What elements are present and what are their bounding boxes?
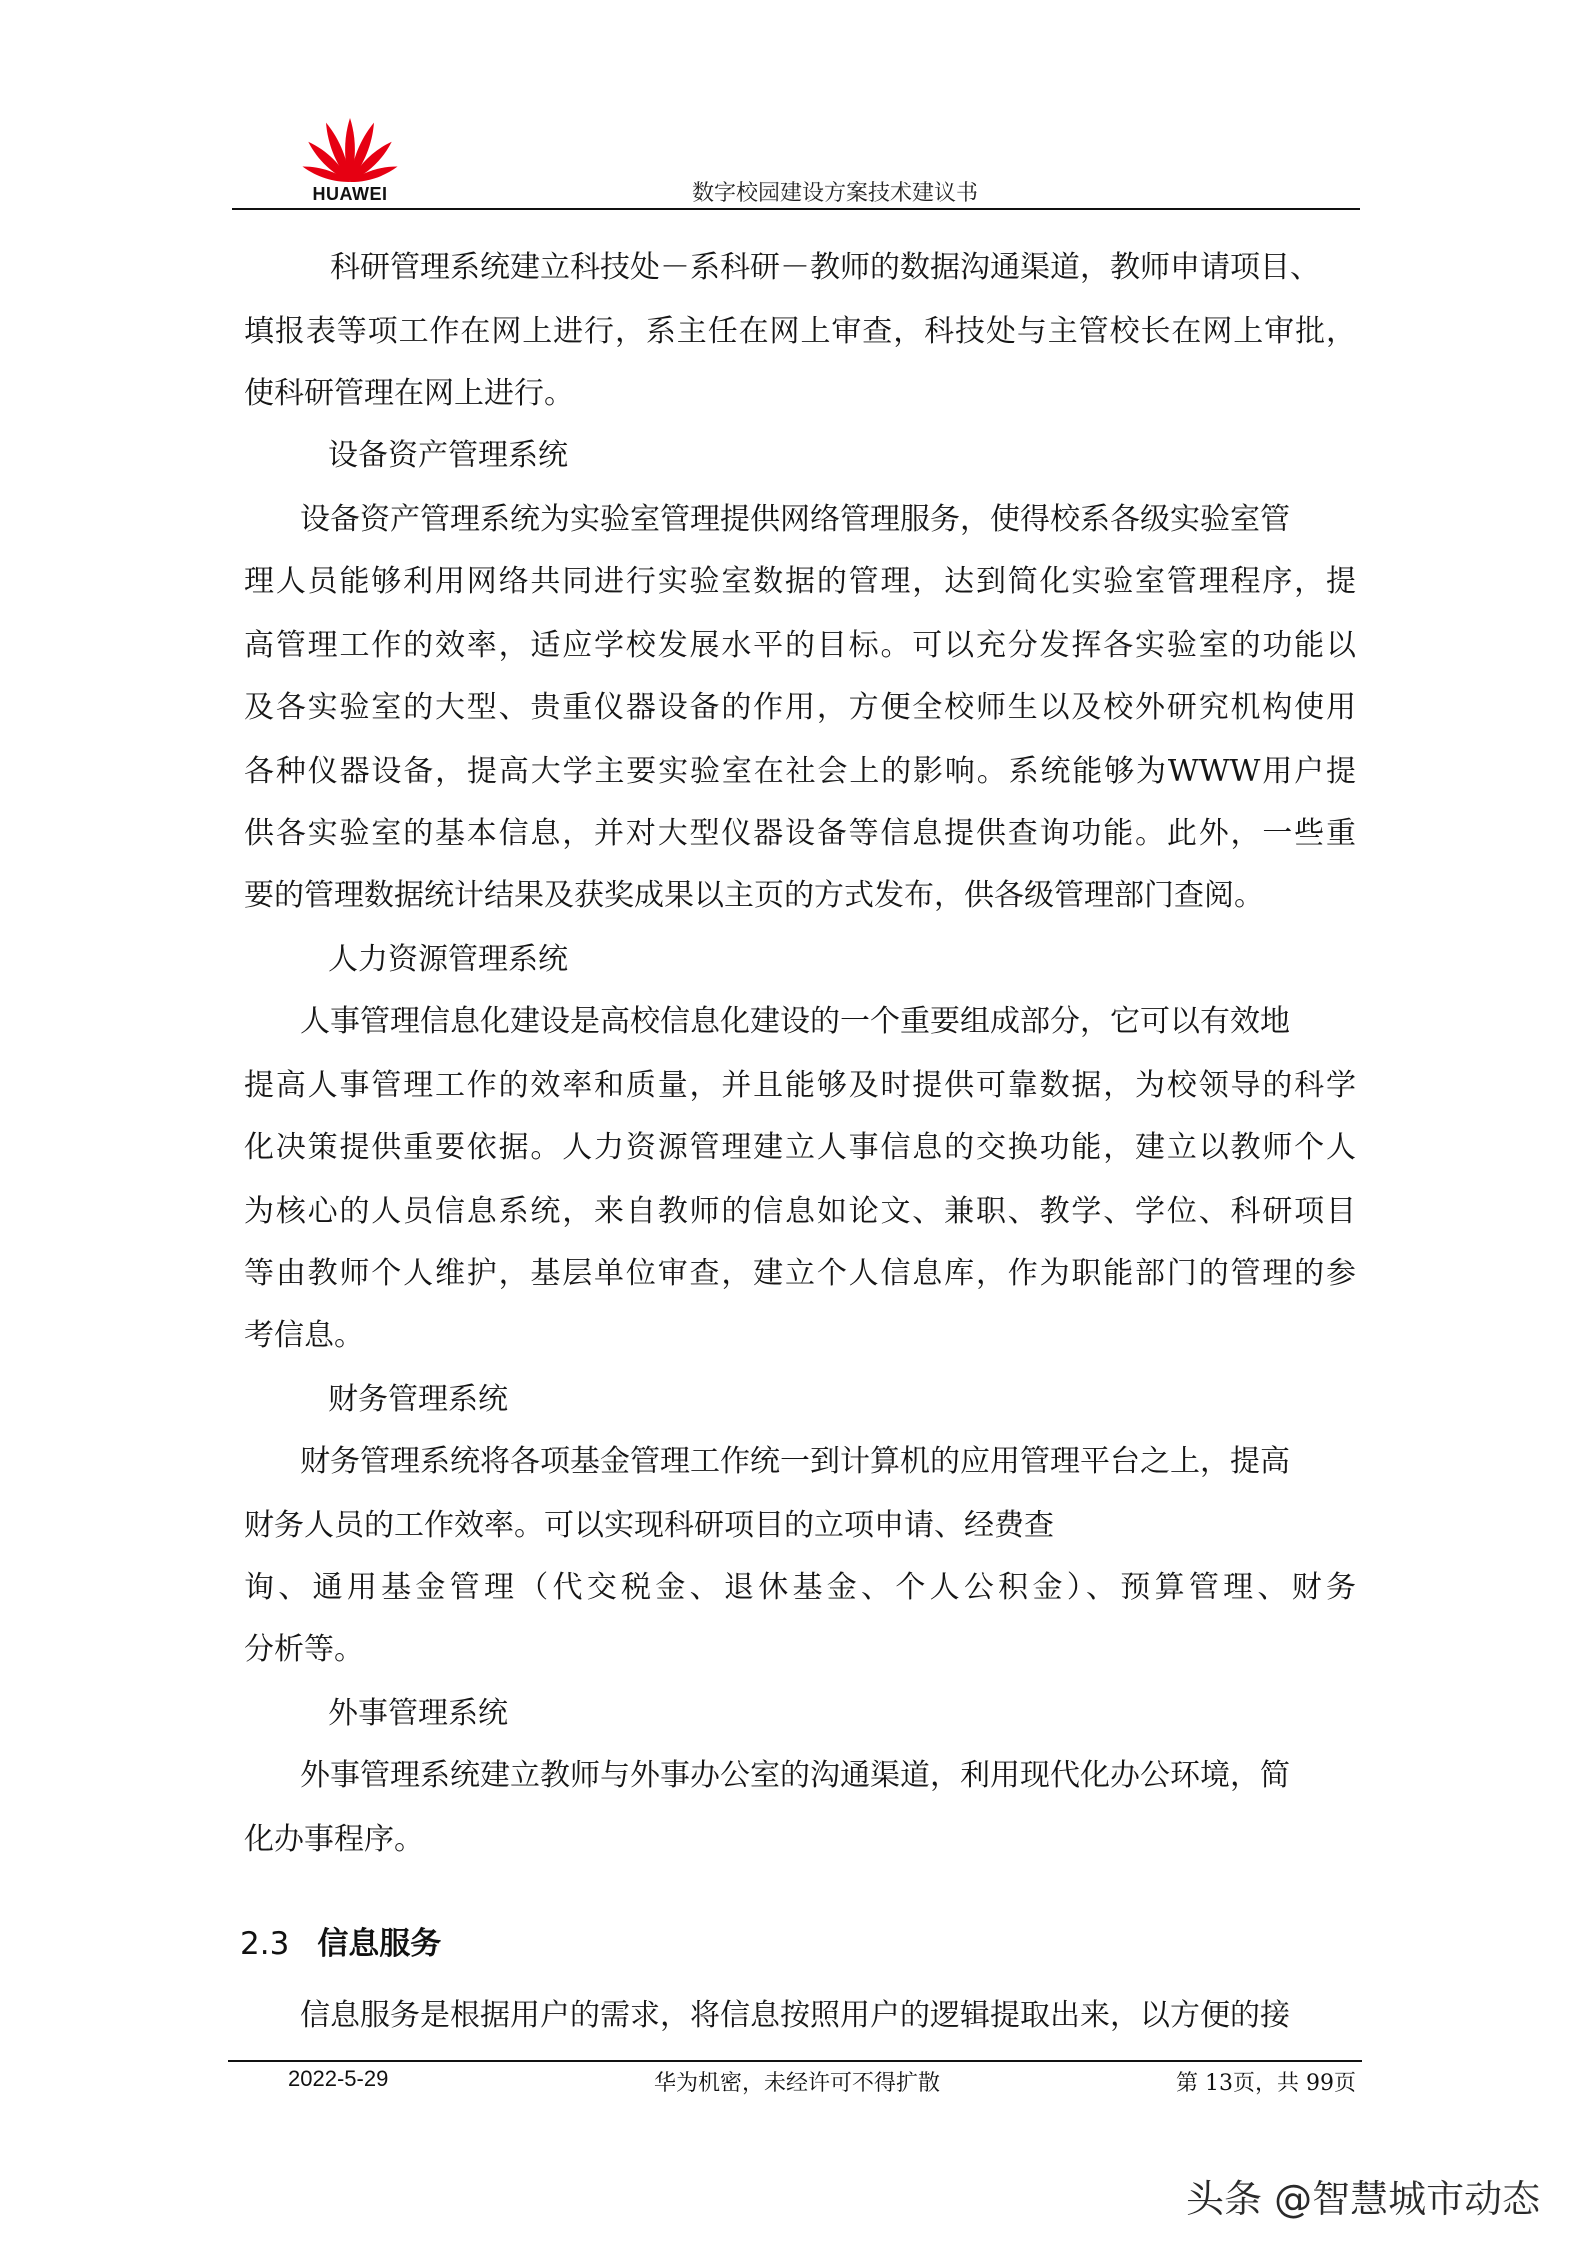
- section-title: 信息服务: [317, 1926, 442, 1962]
- paragraph-line: 理人员能够利用网络共同进行实验室数据的管理，达到简化实验室管理程序，提: [244, 564, 1356, 599]
- watermark: 头条 @智慧城市动态: [1186, 2177, 1541, 2221]
- document-header-title: 数字校园建设方案技术建议书: [692, 181, 979, 206]
- paragraph-line: 要的管理数据统计结果及获奖成果以主页的方式发布，供各级管理部门查阅。: [244, 878, 1264, 913]
- paragraph-line: 考信息。: [244, 1318, 364, 1353]
- paragraph-line: 各种仪器设备，提高大学主要实验室在社会上的影响。系统能够为WWW用户提: [244, 754, 1356, 789]
- footer-divider: [228, 2060, 1362, 2062]
- subsection-title: 设备资产管理系统: [328, 438, 568, 473]
- paragraph-line: 及各实验室的大型、贵重仪器设备的作用，方便全校师生以及校外研究机构使用: [244, 690, 1356, 725]
- paragraph-line: 信息服务是根据用户的需求，将信息按照用户的逻辑提取出来，以方便的接: [300, 1998, 1290, 2033]
- paragraph-line: 科研管理系统建立科技处－系科研－教师的数据沟通渠道，教师申请项目、: [330, 250, 1320, 285]
- footer-date: 2022-5-29: [288, 2066, 389, 2091]
- footer-confidential-notice: 华为机密，未经许可不得扩散: [654, 2071, 941, 2096]
- paragraph-line: 为核心的人员信息系统，来自教师的信息如论文、兼职、教学、学位、科研项目: [244, 1194, 1356, 1229]
- section-heading: [240, 1918, 441, 1963]
- subsection-title: 人力资源管理系统: [328, 942, 568, 977]
- header-divider: [232, 208, 1360, 210]
- paragraph-line: 财务管理系统将各项基金管理工作统一到计算机的应用管理平台之上，提高: [300, 1444, 1290, 1479]
- paragraph-line: 化办事程序。: [244, 1822, 424, 1857]
- paragraph-line: 财务人员的工作效率。可以实现科研项目的立项申请、经费查: [244, 1508, 1054, 1543]
- footer-page-number: 第 13页，共 99页: [1176, 2071, 1356, 2096]
- paragraph-line: 高管理工作的效率，适应学校发展水平的目标。可以充分发挥各实验室的功能以: [244, 628, 1356, 663]
- subsection-title: 财务管理系统: [328, 1382, 508, 1417]
- paragraph-line: 外事管理系统建立教师与外事办公室的沟通渠道，利用现代化办公环境，简: [300, 1758, 1290, 1793]
- logo-text: HUAWEI: [312, 184, 388, 204]
- paragraph-line: 等由教师个人维护，基层单位审查，建立个人信息库，作为职能部门的管理的参: [244, 1256, 1356, 1291]
- paragraph-line: 设备资产管理系统为实验室管理提供网络管理服务，使得校系各级实验室管: [300, 502, 1290, 537]
- section-number: 2.3: [240, 1926, 290, 1962]
- paragraph-line: 提高人事管理工作的效率和质量，并且能够及时提供可靠数据，为校领导的科学: [244, 1068, 1356, 1103]
- paragraph-line: 化决策提供重要依据。人力资源管理建立人事信息的交换功能，建立以教师个人: [244, 1130, 1356, 1165]
- paragraph-line: 供各实验室的基本信息，并对大型仪器设备等信息提供查询功能。此外，一些重: [244, 816, 1356, 851]
- paragraph-line: 人事管理信息化建设是高校信息化建设的一个重要组成部分，它可以有效地: [300, 1004, 1290, 1039]
- paragraph-line: 填报表等项工作在网上进行，系主任在网上审查，科技处与主管校长在网上审批，: [244, 314, 1356, 349]
- paragraph-line: 询、通用基金管理（代交税金、退休基金、个人公积金）、预算管理、财务: [244, 1570, 1356, 1605]
- subsection-title: 外事管理系统: [328, 1696, 508, 1731]
- paragraph-line: 使科研管理在网上进行。: [244, 376, 574, 411]
- paragraph-line: 分析等。: [244, 1632, 364, 1667]
